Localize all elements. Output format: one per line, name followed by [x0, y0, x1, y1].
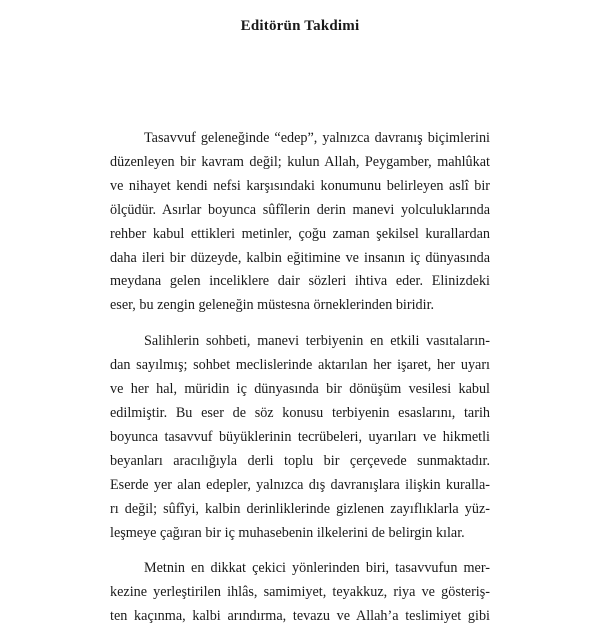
text-line: dan sayılmış; sohbet meclislerinde aktarılan her işaret, her uyarı	[110, 357, 490, 374]
text-line: leşmeye çağıran bir iç muhasebenin ilkelerini de belirgin kılar.	[110, 524, 465, 541]
text-line: rı değil; sûfîyi, kalbin derinliklerinde gizlenen zayıflıklarla yüz-	[110, 500, 490, 517]
text-line: ve nihayet kendi nefsi karşısındaki konumunu belirleyen aslî bir	[110, 177, 490, 194]
text-line: meydana gelen inceliklere dair sözleri ihtiva eder. Elinizdeki	[110, 273, 490, 290]
text-line: daha ileri bir düzeyde, kalbin eğitimine ve insanın iç dünyasında	[110, 249, 490, 266]
text-line: Eserde yer alan edepler, yalnızca dış davranışlara ilişkin kuralla-	[110, 476, 490, 493]
text-line: edilmiştir. Bu eser de söz konusu terbiyenin esaslarını, tarih	[110, 404, 490, 421]
paragraph-3	[110, 557, 490, 629]
text-line: beyanları aracılığıyla derli toplu bir çerçevede sunmaktadır.	[110, 452, 490, 469]
page-title: Editörün Takdimi	[240, 18, 360, 34]
text-line: Tasavvuf geleneğinde “edep”, yalnızca davranış biçimlerini	[144, 130, 490, 146]
paragraph-1	[110, 127, 490, 318]
text-line: Metnin en dikkat çekici yönlerinden biri, tasavvufun mer-	[144, 560, 490, 577]
text-line: boyunca tasavvuf büyüklerinin tecrübeleri, uyarıları ve hikmetli	[110, 428, 490, 445]
paragraph-2	[110, 330, 490, 545]
text-line: ölçüdür. Asırlar boyunca sûfîlerin derin manevi yolculuklarında	[110, 201, 490, 218]
text-line: ten kaçınma, kalbi arındırma, tevazu ve Allah’a teslimiyet gibi	[110, 608, 490, 625]
body-text	[110, 127, 490, 641]
text-line: kezine yerleştirilen ihlâs, samimiyet, teyakkuz, riya ve gösteriş-	[110, 584, 490, 601]
text-line: düzenleyen bir kavram değil; kulun Allah, Peygamber, mahlûkat	[110, 153, 490, 170]
text-line: ve her hal, müridin iç dünyasında bir dönüşüm vesilesi kabul	[110, 381, 490, 398]
text-line: Salihlerin sohbeti, manevi terbiyenin en etkili vasıtaların-	[144, 333, 490, 350]
text-line: eser, bu zengin geleneğin müstesna örneklerinden biridir.	[110, 297, 435, 314]
text-line: rehber kabul ettikleri metinler, çoğu zaman şekilsel kurallardan	[110, 225, 490, 242]
